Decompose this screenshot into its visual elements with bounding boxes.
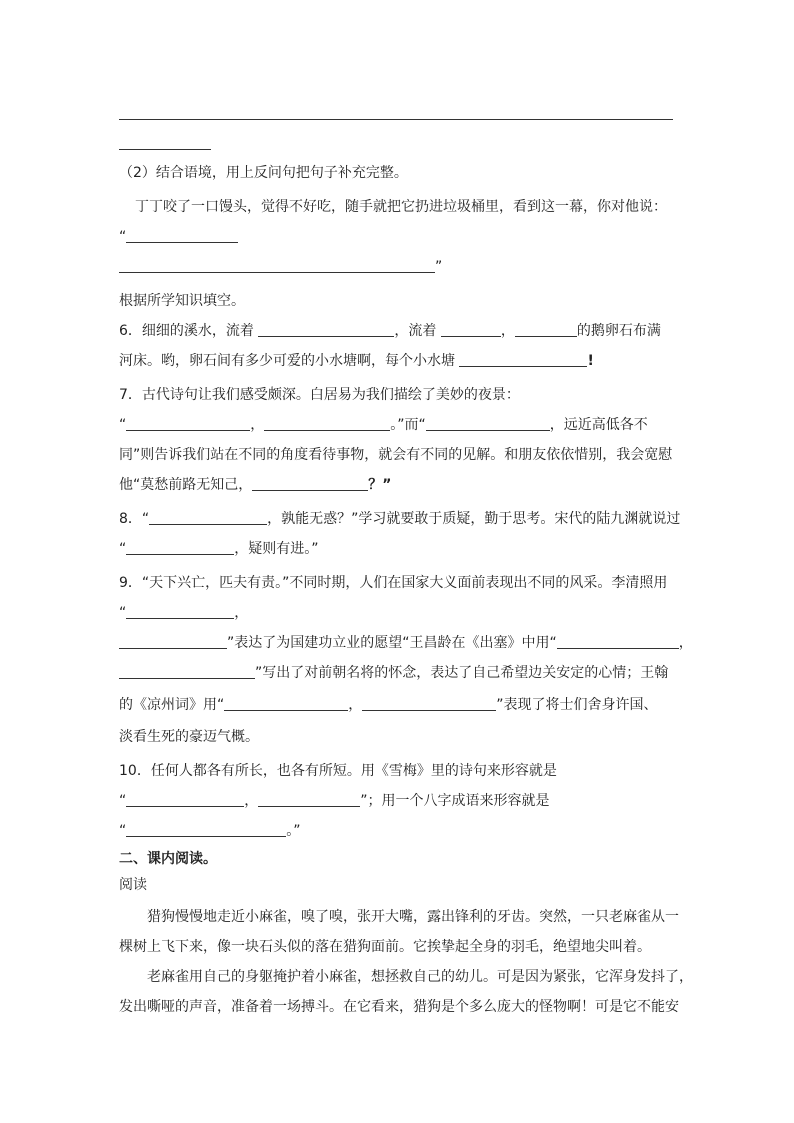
- question-9-line-4: [119, 663, 679, 683]
- answer-blank[interactable]: [126, 822, 286, 837]
- quote-mark: “: [119, 229, 127, 245]
- question-7-line-4: [119, 475, 679, 495]
- q6-text: 6．细细的溪水，流着: [119, 323, 254, 339]
- answer-blank[interactable]: [126, 792, 244, 807]
- answer-blank[interactable]: [119, 258, 435, 273]
- q10-text: ”；用一个八字成语来形容就是: [360, 793, 550, 809]
- answer-blank[interactable]: [515, 322, 577, 337]
- q8-text: ，疑则有进。”: [234, 541, 319, 557]
- answer-blank[interactable]: [126, 604, 234, 619]
- answer-blank[interactable]: [258, 322, 394, 337]
- passage-line: 发出嘶哑的声音，准备着一场搏斗。在它看来，猎狗是个多么庞大的怪物啊！可是它不能安: [119, 999, 679, 1015]
- answer-blank[interactable]: [149, 510, 267, 525]
- question-8-line-1: [119, 509, 679, 529]
- q7-text: “: [119, 417, 127, 433]
- q6-text: ，: [500, 323, 515, 339]
- answer-blank[interactable]: [362, 696, 496, 711]
- q10-text: “: [119, 793, 127, 809]
- answer-line: [119, 119, 673, 120]
- answer-blank[interactable]: [224, 696, 348, 711]
- passage-line: 老麻雀用自己的身躯掩护着小麻雀，想拯救自己的幼儿。可是因为紧张，它浑身发抖了，: [147, 969, 693, 985]
- q7-text: 。”而“: [390, 417, 426, 433]
- fill-in-instruction: 根据所学知识填空。: [119, 293, 245, 309]
- q7-text: ，: [250, 417, 265, 433]
- question-9-line-5: [119, 695, 679, 715]
- answer-blank[interactable]: [258, 792, 360, 807]
- question-10-line-3: [119, 821, 679, 841]
- answer-blank[interactable]: [119, 664, 255, 679]
- answer-blank[interactable]: [459, 352, 587, 367]
- quote-mark: ”: [435, 259, 443, 275]
- q9-text: ”表达了为国建功立业的愿望“王昌龄在《出塞》中用“: [227, 635, 557, 651]
- section-subheading: 阅读: [119, 877, 147, 893]
- q10-text: “: [119, 823, 127, 839]
- q9-text: ”写出了对前朝名将的怀念，表达了自己希望边关安定的心情；王翰: [255, 665, 669, 681]
- q8-text: 8．“: [119, 511, 150, 527]
- q8-text: “: [119, 541, 127, 557]
- q9-text: ，: [678, 635, 693, 651]
- q7-text: ，远近高低各不: [549, 417, 648, 433]
- answer-blank[interactable]: [126, 228, 238, 243]
- question-6-line-2: [119, 351, 679, 371]
- answer-blank[interactable]: [252, 476, 368, 491]
- question-10-line-1: 10．任何人都各有所长，也各有所短。用《雪梅》里的诗句来形容就是: [119, 763, 557, 779]
- question-2-answer-start: [119, 227, 679, 247]
- q9-text: ”表现了将士们舍身许国、: [496, 697, 658, 713]
- question-6-line-1: [119, 321, 679, 341]
- q6-text: 河床。哟，卵石间有多少可爱的小水塘啊，每个小水塘: [119, 353, 455, 369]
- question-7-line-1: 7．古代诗句让我们感受颇深。白居易为我们描绘了美妙的夜景：: [119, 387, 520, 403]
- q10-text: 。”: [286, 823, 301, 839]
- q7-text: ？”: [368, 477, 392, 493]
- question-9-line-2: [119, 603, 679, 623]
- question-7-line-3: 同”则告诉我们站在不同的角度看待事物，就会有不同的见解。和朋友依依惜别，我会宽慰: [119, 447, 673, 463]
- q9-text: ，: [348, 697, 363, 713]
- passage-line: 棵树上飞下来，像一块石头似的落在猎狗面前。它挨挚起全身的羽毛，绝望地尖叫着。: [119, 939, 651, 955]
- question-10-line-2: [119, 791, 679, 811]
- answer-blank[interactable]: [126, 540, 234, 555]
- q8-text: ，孰能无惑？”学习就要敢于质疑，勤于思考。宋代的陆九渊就说过: [267, 511, 681, 527]
- answer-blank[interactable]: [557, 634, 679, 649]
- question-2-scenario: 丁丁咬了一口馒头，觉得不好吃，随手就把它扔进垃圾桶里，看到这一幕，你对他说：: [135, 199, 667, 215]
- q9-text: “: [119, 605, 127, 621]
- q6-text: 的鹅卵石布满: [576, 323, 661, 339]
- answer-blank[interactable]: [426, 416, 550, 431]
- section-heading: 二、课内阅读。: [119, 851, 217, 867]
- question-2-label: （2）结合语境，用上反问句把句子补充完整。: [119, 165, 408, 181]
- question-8-line-2: [119, 539, 679, 559]
- question-2-answer-end: [119, 257, 679, 277]
- passage-line: 猎狗慢慢地走近小麻雀，嗅了嗅，张开大嘴，露出锋利的牙齿。突然，一只老麻雀从一: [147, 909, 679, 925]
- q10-text: ，: [244, 793, 259, 809]
- q6-text: ，流着: [394, 323, 437, 339]
- answer-line: [119, 149, 211, 150]
- question-9-line-3: [119, 633, 693, 653]
- question-7-line-2: [119, 415, 679, 435]
- answer-blank[interactable]: [119, 634, 227, 649]
- answer-blank[interactable]: [126, 416, 250, 431]
- q7-text: 他“莫愁前路无知己，: [119, 477, 253, 493]
- answer-blank[interactable]: [441, 322, 501, 337]
- q9-text: ，: [234, 605, 249, 621]
- question-9-line-6: 淡看生死的豪迈气概。: [119, 729, 259, 745]
- q6-text: !: [587, 353, 594, 369]
- answer-blank[interactable]: [264, 416, 390, 431]
- q9-text: 的《凉州词》用“: [119, 697, 225, 713]
- question-9-line-1: 9．“天下兴亡，匹夫有责。”不同时期，人们在国家大义面前表现出不同的风采。李清照用: [119, 575, 668, 591]
